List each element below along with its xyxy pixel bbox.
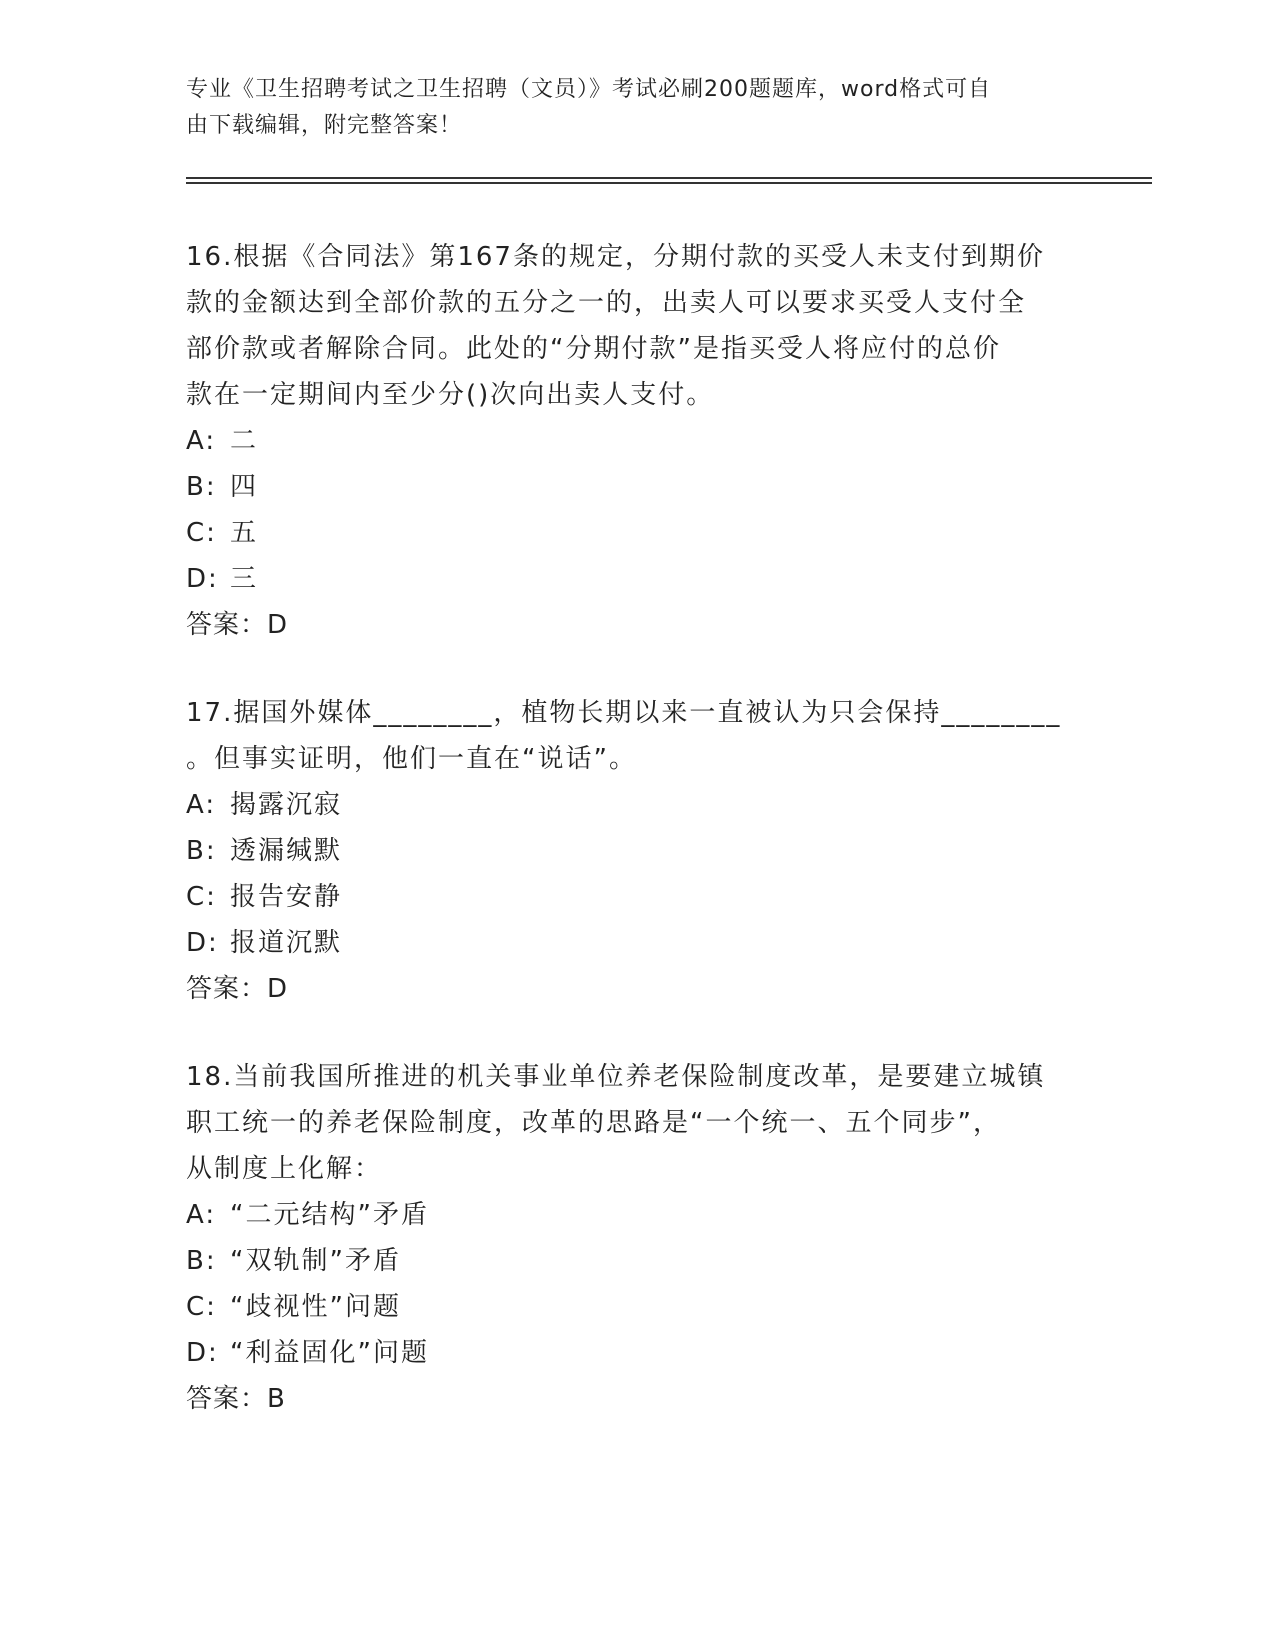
question-stem-line: 职工统一的养老保险制度，改革的思路是“一个统一、五个同步”， — [186, 1108, 1001, 1138]
question-stem-line: 款在一定期间内至少分()次向出卖人支付。 — [186, 380, 715, 410]
option-text: 报道沉默 — [230, 928, 343, 958]
option-text: “双轨制”矛盾 — [230, 1246, 401, 1276]
option-b — [186, 1238, 1086, 1284]
option-key: D: — [186, 928, 219, 958]
answer-value: D — [267, 610, 289, 640]
question-18 — [186, 1054, 1086, 1422]
option-text: 透漏缄默 — [230, 836, 343, 866]
option-a — [186, 782, 1086, 828]
answer-label: 答案： — [186, 610, 268, 640]
header-divider-bottom — [186, 182, 1152, 184]
question-stem-line: 部价款或者解除合同。此处的“分期付款”是指买受人将应付的总价 — [186, 334, 1001, 364]
question-stem-line: 。但事实证明，他们一直在“说话”。 — [186, 744, 637, 774]
question-stem-line: 17.据国外媒体________，植物长期以来一直被认为只会保持________ — [186, 698, 1062, 728]
option-text: “二元结构”矛盾 — [230, 1200, 429, 1230]
option-text: 揭露沉寂 — [230, 790, 343, 820]
option-key: C: — [186, 882, 217, 912]
option-text: “利益固化”问题 — [230, 1338, 429, 1368]
option-key: D: — [186, 564, 219, 594]
question-17 — [186, 690, 1086, 1012]
option-b — [186, 464, 1086, 510]
answer-line — [186, 1376, 1086, 1422]
option-a — [186, 1192, 1086, 1238]
option-c — [186, 510, 1086, 556]
option-d — [186, 556, 1086, 602]
option-key: A: — [186, 1200, 217, 1230]
header-divider-top — [186, 177, 1152, 179]
option-b — [186, 828, 1086, 874]
option-text: 三 — [230, 564, 259, 594]
option-d — [186, 920, 1086, 966]
option-text: 报告安静 — [230, 882, 343, 912]
option-key: D: — [186, 1338, 219, 1368]
option-d — [186, 1330, 1086, 1376]
header-line-1: 专业《卫生招聘考试之卫生招聘（文员）》考试必刷200题题库，word格式可自 — [186, 77, 992, 102]
answer-line — [186, 602, 1086, 648]
option-key: A: — [186, 790, 217, 820]
question-stem-line: 款的金额达到全部价款的五分之一的，出卖人可以要求买受人支付全 — [186, 288, 1027, 318]
answer-label: 答案： — [186, 1384, 268, 1414]
option-c — [186, 1284, 1086, 1330]
option-key: C: — [186, 1292, 217, 1322]
question-16 — [186, 234, 1086, 648]
option-key: B: — [186, 836, 217, 866]
answer-line — [186, 966, 1086, 1012]
option-key: C: — [186, 518, 217, 548]
option-c — [186, 874, 1086, 920]
option-key: B: — [186, 472, 217, 502]
option-key: A: — [186, 426, 217, 456]
option-text: 二 — [230, 426, 259, 456]
question-stem-line: 16.根据《合同法》第167条的规定，分期付款的买受人未支付到期价 — [186, 242, 1045, 272]
option-key: B: — [186, 1246, 217, 1276]
option-a — [186, 418, 1086, 464]
answer-value: B — [267, 1384, 286, 1414]
option-text: 五 — [230, 518, 259, 548]
document-header — [186, 72, 1066, 144]
option-text: “歧视性”问题 — [230, 1292, 401, 1322]
header-line-2: 由下载编辑，附完整答案！ — [186, 113, 463, 138]
answer-label: 答案： — [186, 974, 268, 1004]
question-stem-line: 从制度上化解： — [186, 1154, 383, 1184]
answer-value: D — [267, 974, 289, 1004]
question-stem-line: 18.当前我国所推进的机关事业单位养老保险制度改革，是要建立城镇 — [186, 1062, 1046, 1092]
option-text: 四 — [230, 472, 259, 502]
